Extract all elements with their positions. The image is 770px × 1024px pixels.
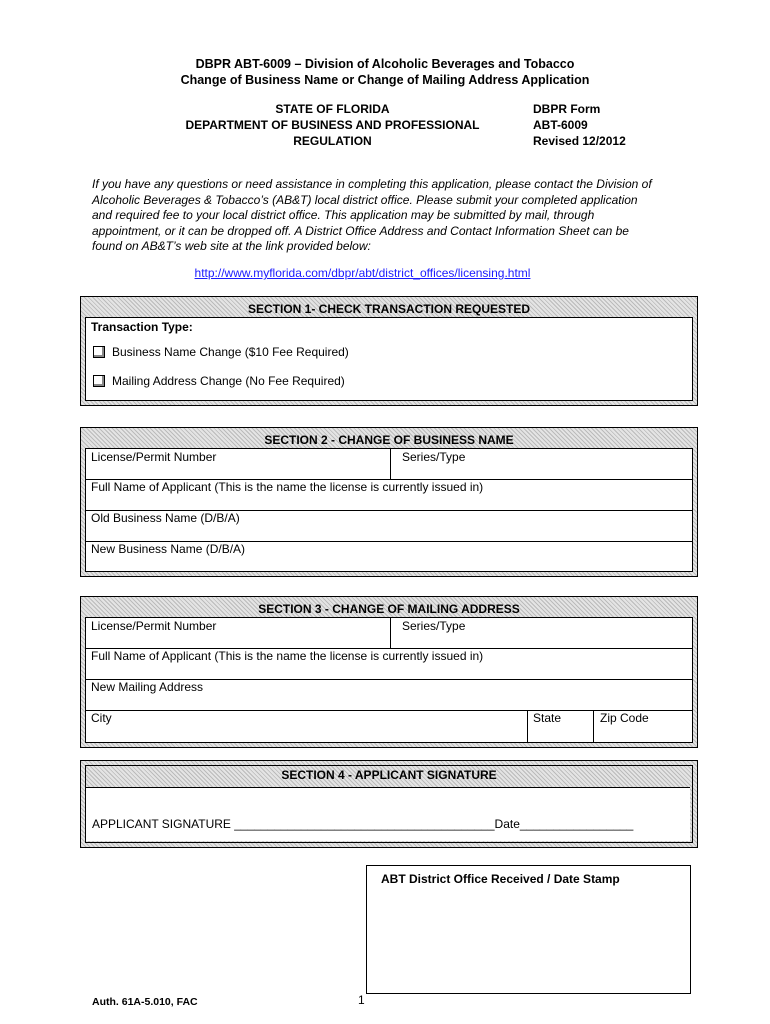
form-number-label: DBPR Form (533, 102, 601, 116)
new-business-name-label: New Business Name (D/B/A) (91, 542, 246, 556)
series-type-label: Series/Type (402, 450, 466, 464)
dept-line1: STATE OF FLORIDA (275, 102, 390, 116)
divider (390, 449, 391, 479)
section4-body (86, 787, 690, 841)
city-label: City (91, 711, 112, 725)
intro-line: Alcoholic Beverages & Tobacco’s (AB&T) local district office. Please submit your completed application (92, 192, 638, 207)
state-label: State (533, 711, 562, 725)
section1-title: SECTION 1- CHECK TRANSACTION REQUESTED (247, 302, 531, 316)
page-number: 1 (358, 993, 365, 1007)
transaction-type-label: Transaction Type: (91, 320, 193, 334)
form-number: ABT-6009 (533, 118, 588, 132)
intro-line: If you have any questions or need assistance in completing this application, please contact the Division of (92, 177, 652, 191)
section3-body (85, 617, 693, 743)
divider (390, 618, 391, 648)
form-title-line2: Change of Business Name or Change of Mailing Address Application (180, 73, 590, 87)
section4-title: SECTION 4 - APPLICANT SIGNATURE (281, 768, 497, 782)
mailing-address-change-checkbox[interactable] (93, 375, 105, 387)
business-name-change-checkbox[interactable] (93, 346, 105, 358)
full-name-label: Full Name of Applicant (This is the name the license is currently issued in) (91, 649, 484, 663)
form-revision: Revised 12/2012 (533, 134, 626, 148)
district-offices-link[interactable]: http://www.myflorida.com/dbpr/abt/district_offices/licensing.html (194, 266, 531, 280)
new-mailing-address-label: New Mailing Address (91, 680, 204, 694)
section2-body (85, 448, 693, 572)
zip-code-label: Zip Code (600, 711, 649, 725)
section1-body (85, 317, 693, 401)
series-type-label: Series/Type (402, 619, 466, 633)
intro-line: found on AB&T’s web site at the link provided below: (92, 239, 371, 253)
dept-line2: DEPARTMENT OF BUSINESS AND PROFESSIONAL (185, 118, 480, 132)
intro-line: and required fee to your local district office. This application may be submitted by mail, through (92, 208, 595, 222)
license-number-label: License/Permit Number (91, 619, 217, 633)
divider (527, 710, 528, 742)
dept-line3: REGULATION (293, 134, 372, 148)
section2-title: SECTION 2 - CHANGE OF BUSINESS NAME (264, 433, 514, 447)
date-stamp-box (366, 865, 691, 994)
authority-citation: Auth. 61A-5.010, FAC (92, 996, 198, 1008)
business-name-change-label: Business Name Change ($10 Fee Required) (112, 345, 349, 359)
intro-paragraph (92, 177, 652, 255)
old-business-name-label: Old Business Name (D/B/A) (91, 511, 240, 525)
applicant-signature-line[interactable]: APPLICANT SIGNATURE _______________________________________Date_________________ (92, 817, 634, 831)
section3-frame (80, 596, 698, 748)
full-name-label: Full Name of Applicant (This is the name the license is currently issued in) (91, 480, 484, 494)
section1-frame (80, 296, 698, 406)
divider (593, 710, 594, 742)
section2-frame (80, 427, 698, 577)
date-stamp-title: ABT District Office Received / Date Stamp (381, 872, 620, 886)
section4-frame (80, 760, 698, 848)
section3-title: SECTION 3 - CHANGE OF MAILING ADDRESS (258, 602, 520, 616)
form-title-line1: DBPR ABT-6009 – Division of Alcoholic Beverages and Tobacco (195, 57, 575, 71)
license-number-label: License/Permit Number (91, 450, 217, 464)
mailing-address-change-label: Mailing Address Change (No Fee Required) (112, 374, 345, 388)
intro-line: appointment, or it can be dropped off. A District Office Address and Contact Information Sheet can be (92, 223, 629, 238)
